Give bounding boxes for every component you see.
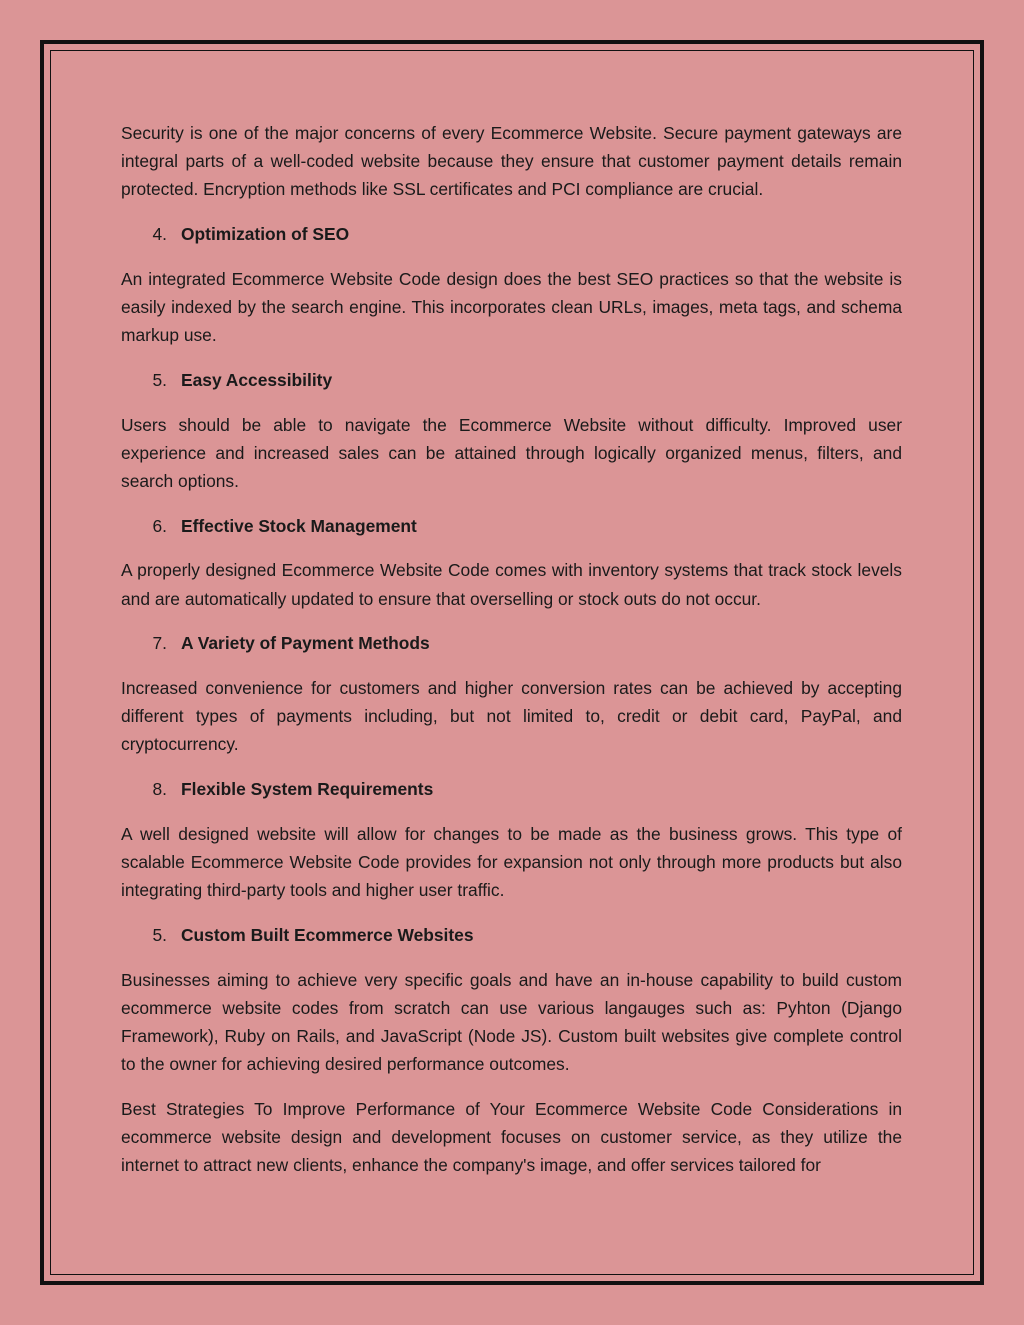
list-heading: Custom Built Ecommerce Websites bbox=[181, 924, 474, 945]
list-heading: Effective Stock Management bbox=[181, 515, 417, 536]
list-item-accessibility bbox=[121, 366, 902, 394]
paragraph-payments: Increased convenience for customers and higher conversion rates can be achieved by accepting different types of payments including, but not limited to, credit or debit card, PayPal, and cryptocurrency. bbox=[121, 678, 902, 755]
list-heading: Optimization of SEO bbox=[181, 224, 350, 245]
paragraph-strategies: Best Strategies To Improve Performance of Your Ecommerce Website Code Considerations in ecommerce website design and development focuses on customer service, as they utilize the internet to attract new clients, enhance the company's image, and offer services tailored for bbox=[121, 1098, 902, 1176]
list-item-seo bbox=[121, 220, 902, 248]
document-body bbox=[121, 119, 902, 1196]
list-item-payments bbox=[121, 629, 902, 657]
list-number: 4. bbox=[152, 224, 167, 245]
paragraph-seo: An integrated Ecommerce Website Code design does the best SEO practices so that the website is easily indexed by the search engine. This incorporates clean URLs, images, meta tags, and schema markup use. bbox=[121, 268, 902, 346]
list-item-custom-built bbox=[121, 921, 902, 949]
paragraph-stock: A properly designed Ecommerce Website Code comes with inventory systems that track stock levels and are automatically updated to ensure that overselling or stock outs do not occur. bbox=[121, 560, 902, 609]
list-heading: A Variety of Payment Methods bbox=[181, 633, 430, 654]
list-item-stock bbox=[121, 512, 902, 540]
paragraph-security: Security is one of the major concerns of every Ecommerce Website. Secure payment gateways are integral parts of a well-coded website because they ensure that customer payment details remain protected. Encryption methods like SSL certificates and PCI compliance are crucial. bbox=[121, 123, 902, 200]
list-number: 6. bbox=[152, 515, 167, 536]
list-heading: Easy Accessibility bbox=[181, 369, 333, 390]
list-heading: Flexible System Requirements bbox=[181, 779, 434, 800]
list-number: 7. bbox=[152, 633, 167, 654]
list-number: 8. bbox=[152, 779, 167, 800]
list-number: 5. bbox=[152, 924, 167, 945]
paragraph-custom-built: Businesses aiming to achieve very specific goals and have an in-house capability to build custom ecommerce website codes from scratch can use various langauges such as: Pyhton (Django Framework), Ruby on Rails, and JavaScript (Node JS). Custom built websites give complete control to the owner for achieving desired performance outcomes. bbox=[121, 969, 902, 1075]
paragraph-accessibility: Users should be able to navigate the Ecommerce Website without difficulty. Improved user experience and increased sales can be attained through logically organized menus, filters, and search options. bbox=[121, 414, 902, 492]
list-item-flexible bbox=[121, 775, 902, 803]
list-number: 5. bbox=[152, 369, 167, 390]
paragraph-flexible: A well designed website will allow for changes to be made as the business grows. This type of scalable Ecommerce Website Code provides for expansion not only through more products but also integrating third-party tools and higher user traffic. bbox=[121, 823, 902, 901]
